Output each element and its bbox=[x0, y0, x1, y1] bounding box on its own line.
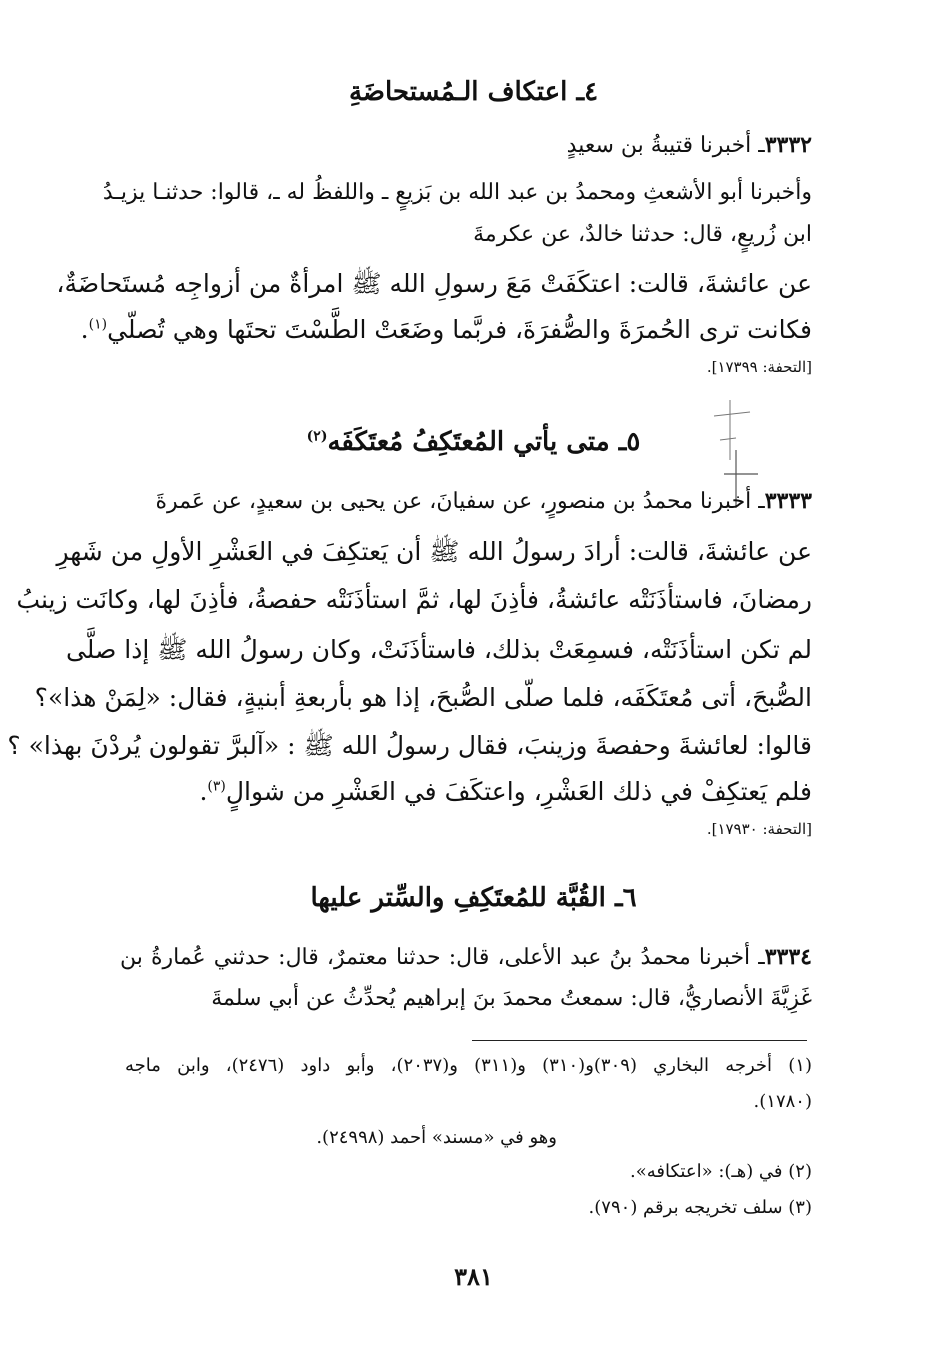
section-heading-text: ٥ـ متى يأتي المُعتَكِفُ مُعتَكَفَه bbox=[327, 427, 641, 457]
section-heading-text: ٤ـ اعتكاف الـمُستحاضَةِ bbox=[348, 77, 599, 107]
footnote bbox=[125, 1052, 812, 1080]
hadith-line bbox=[120, 772, 812, 812]
hadith-line-text: عن عائشةَ، قالت: أرادَ رسولُ الله ﷺ أن يَعتكِفَ في العَشْرِ الأولِ من شَهرِ bbox=[56, 537, 812, 566]
tuhfa-reference bbox=[707, 818, 812, 840]
hadith-number: ٣٣٣٣ bbox=[764, 488, 812, 514]
hadith-line-text: ـ أخبرنا محمدُ بنُ عبد الأعلى، قال: حدثنا معتمرٌ، قال: حدثني عُمارةُ بن bbox=[120, 945, 765, 970]
footnote-text: (٢) في (هـ): «اعتكافه». bbox=[630, 1161, 812, 1182]
hadith-line: ـ أخبرنا قتيبةُ بن سعيدٍ bbox=[566, 133, 765, 158]
footnote-text: (١٧٨٠). bbox=[753, 1091, 812, 1112]
hadith-first-line bbox=[120, 940, 812, 975]
page-number bbox=[0, 1262, 947, 1292]
hadith-line bbox=[34, 678, 812, 718]
footnote-ref: (٣) bbox=[207, 778, 226, 795]
hadith-line bbox=[80, 310, 812, 350]
section-heading bbox=[120, 72, 827, 112]
footnote bbox=[316, 1124, 557, 1152]
hadith-line bbox=[16, 580, 812, 620]
hadith-line bbox=[120, 218, 812, 252]
hadith-line-text: فكانت ترى الحُمرَةَ والصُّفرَةَ، فربَّما وضَعَتْ الطَّسْتَ تحتَها وهي تُصلّي bbox=[107, 315, 812, 344]
hadith-line-text: غَزِيَّةَ الأنصاريُّ، قال: سمعتُ محمدَ بنَ إبراهيم يُحدِّثُ عن أبي سلمةَ bbox=[211, 986, 812, 1011]
hadith-line-text: لم تكن استأذَنَتْه، فسمِعَتْ بذلك، فاستأذَنَتْ، وكان رسولُ الله ﷺ إذا صلَّى bbox=[65, 635, 812, 664]
footnote-continuation bbox=[754, 1088, 812, 1116]
hadith-line-text: وأخبرنا أبو الأشعثِ ومحمدُ بن عبد الله بن بَزيعٍ ـ واللفظُ له ـ، قالوا: حدثنـا يزيـدُ bbox=[102, 180, 812, 205]
hadith-line-text: الصُّبحَ، أتى مُعتَكَفَه، فلما صلّى الصُّبحَ، إذا هو بأربعةِ أبنيةٍ، فقال: «لِمَنْ هذا»؟ bbox=[34, 683, 812, 712]
section-heading-text: ٦ـ القُبَّة للمُعتَكِفِ والسِّتر عليها bbox=[310, 883, 637, 913]
hadith-line bbox=[102, 176, 812, 210]
hadith-line-text: ابن زُريعٍ، قال: حدثنا خالدٌ، عن عكرمةَ bbox=[473, 222, 812, 247]
hadith-first-line bbox=[120, 128, 812, 163]
footnote-text: (٣) سلف تخريجه برقم (٧٩٠). bbox=[588, 1197, 812, 1218]
tuhfa-reference bbox=[707, 356, 812, 378]
footnote-separator bbox=[472, 1040, 807, 1041]
hadith-line-text: فلم يَعتكِفْ في ذلك العَشْرِ، واعتكَفَ في العَشْرِ من شوالٍ bbox=[225, 777, 812, 806]
hadith-number: ٣٣٣٢ bbox=[764, 132, 812, 158]
hadith-first-line bbox=[120, 484, 812, 519]
hadith-line-text: ـ أخبرنا محمدُ بن منصورٍ، عن سفيانَ، عن يحيى بن سعيدٍ، عن عَمرةَ bbox=[155, 489, 765, 514]
footnote bbox=[630, 1158, 812, 1186]
footnote-ref: (٢) bbox=[306, 428, 328, 445]
tuhfa-text: [التحفة: ١٧٣٩٩]. bbox=[706, 358, 812, 376]
section-heading bbox=[120, 878, 827, 918]
footnote-ref: (١) bbox=[88, 316, 108, 333]
tuhfa-text: [التحفة: ١٧٩٣٠]. bbox=[706, 820, 812, 838]
footnote-text: (١) أخرجه البخاري (٣٠٩)و(٣١٠) و(٣١١) و(٢٠٣٧)، وأبو داود (٢٤٧٦)، وابن ماجه bbox=[125, 1055, 812, 1076]
period: . bbox=[199, 777, 208, 806]
hadith-line bbox=[120, 982, 812, 1016]
hadith-line bbox=[56, 264, 812, 304]
footnote bbox=[589, 1194, 812, 1222]
page-number-text: ٣٨١ bbox=[454, 1262, 493, 1291]
hadith-line bbox=[7, 726, 812, 766]
period: . bbox=[80, 315, 89, 344]
hadith-line-text: رمضانَ، فاستأذَنَتْه عائشةُ، فأذِنَ لها، ثمَّ استأذَنَتْه حفصةُ، فأذِنَ لها، وكانَت زينبُ bbox=[16, 585, 812, 614]
hadith-line-text: قالوا: لعائشةَ وحفصةَ وزينبَ، فقال رسولُ الله ﷺ : «آلبرَّ تقولون يُردْنَ بهذا» ؟ bbox=[7, 731, 812, 760]
hadith-line bbox=[56, 532, 812, 572]
hadith-line bbox=[65, 630, 812, 670]
hadith-line-text: عن عائشةَ، قالت: اعتكَفَتْ مَعَ رسولِ الله ﷺ امرأةٌ من أزواجِه مُستَحاضَةٌ، bbox=[56, 269, 812, 298]
hadith-number: ٣٣٣٤ bbox=[764, 944, 812, 970]
footnote-text: وهو في «مسند» أحمد (٢٤٩٩٨). bbox=[316, 1127, 557, 1148]
